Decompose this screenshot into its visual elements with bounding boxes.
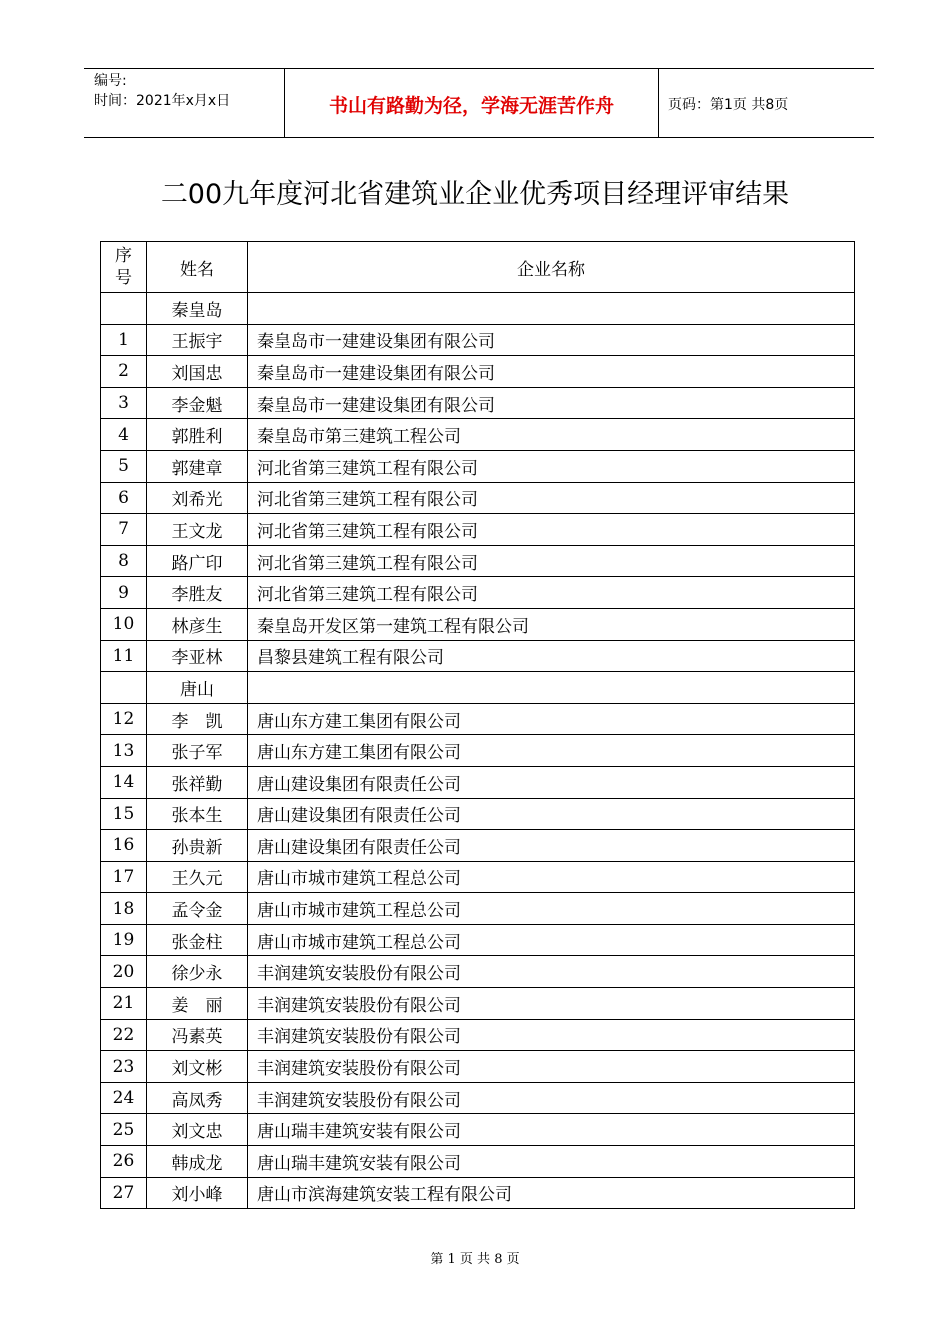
cell-name: 郭建章 [147,450,248,482]
cell-seq: 20 [101,956,147,988]
page-footer: 第 1 页 共 8 页 [430,1252,520,1267]
cell-company: 秦皇岛市一建建设集团有限公司 [248,356,855,388]
table-row [101,1051,855,1083]
cell-seq: 24 [101,1082,147,1114]
cell-seq: 6 [101,482,147,514]
table-row [101,545,855,577]
cell-company: 唐山建设集团有限责任公司 [248,798,855,830]
time-label: 时间：2021年x月x日 [94,93,231,109]
cell-company: 秦皇岛市一建建设集团有限公司 [248,387,855,419]
cell-company: 河北省第三建筑工程有限公司 [248,514,855,546]
cell-seq: 8 [101,545,147,577]
cell-name: 高凤秀 [147,1082,248,1114]
document-title: 二00九年度河北省建筑业企业优秀项目经理评审结果 [160,179,790,210]
table-row [101,419,855,451]
cell-name: 刘国忠 [147,356,248,388]
cell-name: 秦皇岛 [147,293,248,325]
cell-name: 唐山 [147,672,248,704]
cell-name: 孟令金 [147,893,248,925]
page-header [84,68,874,138]
table-row [101,672,855,704]
table-header-row [101,242,855,293]
number-label: 编号: [94,73,127,89]
cell-seq: 16 [101,830,147,862]
cell-company: 丰润建筑安装股份有限公司 [248,1051,855,1083]
table-row [101,1146,855,1178]
cell-company: 唐山市滨海建筑安装工程有限公司 [248,1177,855,1209]
cell-seq: 11 [101,640,147,672]
table-row [101,608,855,640]
cell-name: 林彦生 [147,608,248,640]
results-table [100,241,855,1209]
cell-seq: 22 [101,1019,147,1051]
cell-name: 徐少永 [147,956,248,988]
cell-company: 唐山东方建工集团有限公司 [248,703,855,735]
cell-seq: 17 [101,861,147,893]
cell-seq: 2 [101,356,147,388]
cell-company: 河北省第三建筑工程有限公司 [248,482,855,514]
cell-name: 李胜友 [147,577,248,609]
cell-name: 李亚林 [147,640,248,672]
cell-seq: 23 [101,1051,147,1083]
cell-company: 唐山东方建工集团有限公司 [248,735,855,767]
cell-company: 唐山市城市建筑工程总公司 [248,893,855,925]
cell-company: 丰润建筑安装股份有限公司 [248,988,855,1020]
cell-name: 韩成龙 [147,1146,248,1178]
table-row [101,893,855,925]
cell-company: 河北省第三建筑工程有限公司 [248,450,855,482]
cell-seq: 10 [101,608,147,640]
table-row [101,956,855,988]
table-row [101,861,855,893]
table-row [101,577,855,609]
table-row [101,988,855,1020]
cell-seq: 26 [101,1146,147,1178]
cell-company: 唐山建设集团有限责任公司 [248,830,855,862]
cell-company: 秦皇岛开发区第一建筑工程有限公司 [248,608,855,640]
table-row [101,1082,855,1114]
table-row [101,766,855,798]
cell-name: 刘希光 [147,482,248,514]
cell-seq: 19 [101,924,147,956]
cell-seq: 9 [101,577,147,609]
cell-name: 姜 丽 [147,988,248,1020]
cell-company: 唐山瑞丰建筑安装有限公司 [248,1114,855,1146]
table-row [101,1114,855,1146]
cell-seq: 1 [101,324,147,356]
cell-seq: 18 [101,893,147,925]
table-row [101,735,855,767]
table-row [101,924,855,956]
cell-name: 路广印 [147,545,248,577]
cell-name: 张祥勤 [147,766,248,798]
cell-company: 唐山瑞丰建筑安装有限公司 [248,1146,855,1178]
cell-company: 丰润建筑安装股份有限公司 [248,1082,855,1114]
cell-seq: 27 [101,1177,147,1209]
table-row [101,482,855,514]
cell-company: 河北省第三建筑工程有限公司 [248,577,855,609]
header-seq-line2: 号 [115,268,132,288]
cell-name: 张金柱 [147,924,248,956]
cell-name: 王文龙 [147,514,248,546]
table-row [101,640,855,672]
cell-seq [101,672,147,704]
header-meta [94,71,230,111]
cell-name: 张本生 [147,798,248,830]
cell-company [248,672,855,704]
cell-seq: 21 [101,988,147,1020]
cell-name: 刘文忠 [147,1114,248,1146]
cell-company: 唐山市城市建筑工程总公司 [248,861,855,893]
cell-company: 唐山建设集团有限责任公司 [248,766,855,798]
cell-name: 张子军 [147,735,248,767]
table-row [101,1019,855,1051]
cell-company: 秦皇岛市第三建筑工程公司 [248,419,855,451]
table-row [101,387,855,419]
cell-company: 唐山市城市建筑工程总公司 [248,924,855,956]
cell-seq: 13 [101,735,147,767]
cell-company: 昌黎县建筑工程有限公司 [248,640,855,672]
table-row [101,514,855,546]
table-row [101,293,855,325]
table-row [101,703,855,735]
cell-seq: 3 [101,387,147,419]
table-row [101,324,855,356]
cell-company: 秦皇岛市一建建设集团有限公司 [248,324,855,356]
cell-name: 刘小峰 [147,1177,248,1209]
cell-seq: 12 [101,703,147,735]
cell-name: 李 凯 [147,703,248,735]
cell-name: 王振宇 [147,324,248,356]
cell-seq: 7 [101,514,147,546]
cell-company [248,293,855,325]
header-seq-line1: 序 [115,246,132,266]
cell-seq [101,293,147,325]
cell-company: 丰润建筑安装股份有限公司 [248,956,855,988]
cell-name: 刘文彬 [147,1051,248,1083]
cell-seq: 15 [101,798,147,830]
cell-seq: 25 [101,1114,147,1146]
cell-seq: 14 [101,766,147,798]
header-page-info: 页码：第1页 共8页 [668,97,789,113]
cell-name: 李金魁 [147,387,248,419]
cell-seq: 5 [101,450,147,482]
table-row [101,450,855,482]
cell-name: 冯素英 [147,1019,248,1051]
cell-name: 王久元 [147,861,248,893]
cell-seq: 4 [101,419,147,451]
cell-name: 郭胜利 [147,419,248,451]
header-divider [658,69,659,137]
table-row [101,1177,855,1209]
cell-company: 河北省第三建筑工程有限公司 [248,545,855,577]
cell-company: 丰润建筑安装股份有限公司 [248,1019,855,1051]
header-name: 姓名 [147,242,248,293]
header-seq [101,242,147,293]
results-table-body [101,242,855,1209]
header-motto: 书山有路勤为径，学海无涯苦作舟 [328,95,614,117]
header-company: 企业名称 [248,242,855,293]
cell-name: 孙贵新 [147,830,248,862]
table-row [101,356,855,388]
table-row [101,830,855,862]
table-row [101,798,855,830]
